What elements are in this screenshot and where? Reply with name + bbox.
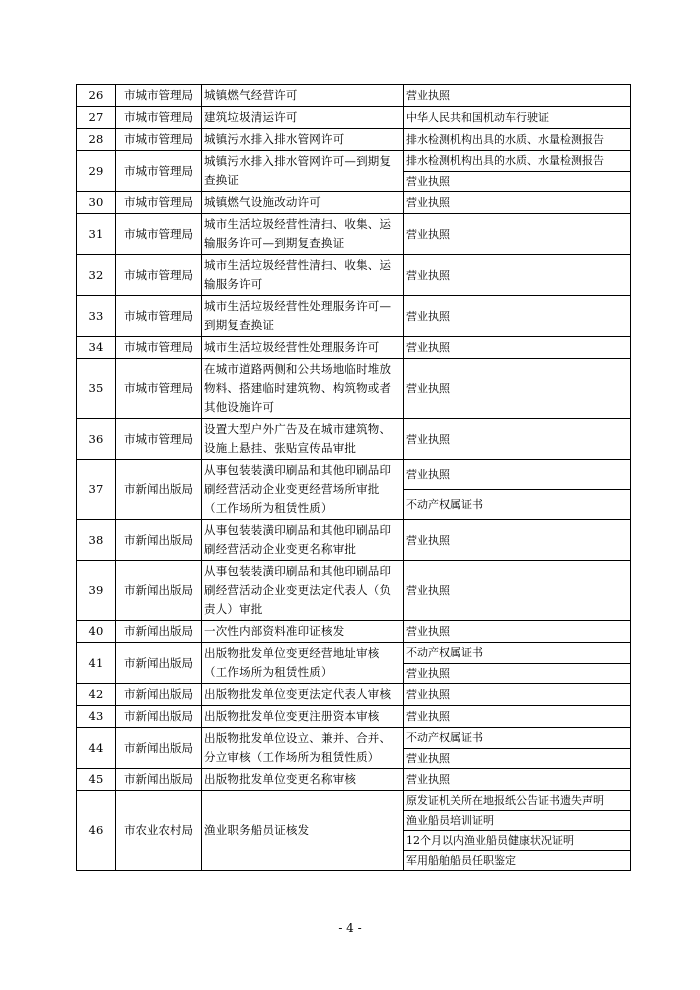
row-number: 35 — [77, 359, 116, 419]
department-cell: 市农业农村局 — [116, 791, 202, 871]
row-number: 34 — [77, 337, 116, 359]
row-number: 44 — [77, 728, 116, 769]
department-cell: 市城市管理局 — [116, 296, 202, 337]
material-cell: 营业执照 — [404, 337, 631, 359]
table-row — [77, 791, 631, 811]
table-row — [77, 419, 631, 460]
department-cell: 市城市管理局 — [116, 151, 202, 192]
department-cell: 市新闻出版局 — [116, 643, 202, 684]
matter-name-cell: 城市生活垃圾经营性处理服务许可—到期复查换证 — [202, 296, 404, 337]
row-number: 40 — [77, 621, 116, 643]
matter-name-cell: 城镇污水排入排水管网许可—到期复查换证 — [202, 151, 404, 192]
table-row — [77, 769, 631, 791]
department-cell: 市新闻出版局 — [116, 706, 202, 728]
department-cell: 市新闻出版局 — [116, 520, 202, 561]
row-number: 42 — [77, 684, 116, 706]
department-cell: 市新闻出版局 — [116, 769, 202, 791]
row-number: 33 — [77, 296, 116, 337]
department-cell: 市新闻出版局 — [116, 561, 202, 621]
table-row — [77, 296, 631, 337]
material-cell: 营业执照 — [404, 748, 631, 769]
row-number: 26 — [77, 85, 116, 107]
material-cell: 营业执照 — [404, 460, 631, 490]
material-cell: 营业执照 — [404, 419, 631, 460]
row-number: 29 — [77, 151, 116, 192]
matter-name-cell: 从事包装装潢印刷品和其他印刷品印刷经营活动企业变更名称审批 — [202, 520, 404, 561]
material-cell: 营业执照 — [404, 621, 631, 643]
matter-name-cell: 设置大型户外广告及在城市建筑物、设施上悬挂、张贴宣传品审批 — [202, 419, 404, 460]
matter-name-cell: 出版物批发单位变更经营地址审核（工作场所为租赁性质） — [202, 643, 404, 684]
department-cell: 市新闻出版局 — [116, 621, 202, 643]
table-row — [77, 359, 631, 419]
table-row — [77, 706, 631, 728]
table-row — [77, 621, 631, 643]
material-cell: 不动产权属证书 — [404, 728, 631, 749]
material-cell: 营业执照 — [404, 769, 631, 791]
row-number: 45 — [77, 769, 116, 791]
material-cell: 营业执照 — [404, 561, 631, 621]
department-cell: 市城市管理局 — [116, 419, 202, 460]
table-row — [77, 728, 631, 749]
department-cell: 市新闻出版局 — [116, 728, 202, 769]
material-cell: 营业执照 — [404, 192, 631, 214]
matter-name-cell: 从事包装装潢印刷品和其他印刷品印刷经营活动企业变更法定代表人（负责人）审批 — [202, 561, 404, 621]
material-cell: 营业执照 — [404, 520, 631, 561]
table-row — [77, 214, 631, 255]
department-cell: 市城市管理局 — [116, 85, 202, 107]
department-cell: 市新闻出版局 — [116, 684, 202, 706]
row-number: 32 — [77, 255, 116, 296]
material-cell: 营业执照 — [404, 359, 631, 419]
matter-name-cell: 城镇燃气经营许可 — [202, 85, 404, 107]
table-row — [77, 337, 631, 359]
row-number: 38 — [77, 520, 116, 561]
table-row — [77, 129, 631, 151]
matter-name-cell: 从事包装装潢印刷品和其他印刷品印刷经营活动企业变更经营场所审批（工作场所为租赁性质） — [202, 460, 404, 520]
row-number: 31 — [77, 214, 116, 255]
table-body — [77, 85, 631, 871]
table-row — [77, 561, 631, 621]
row-number: 30 — [77, 192, 116, 214]
matter-name-cell: 城镇燃气设施改动许可 — [202, 192, 404, 214]
material-cell: 渔业船员培训证明 — [404, 811, 631, 831]
table-row — [77, 192, 631, 214]
row-number: 39 — [77, 561, 116, 621]
table-row — [77, 255, 631, 296]
material-cell: 营业执照 — [404, 255, 631, 296]
table-row — [77, 107, 631, 129]
matter-name-cell: 城市生活垃圾经营性清扫、收集、运输服务许可 — [202, 255, 404, 296]
table-row — [77, 684, 631, 706]
material-cell: 原发证机关所在地报纸公告证书遗失声明 — [404, 791, 631, 811]
table-row — [77, 85, 631, 107]
matter-name-cell: 城市生活垃圾经营性清扫、收集、运输服务许可—到期复查换证 — [202, 214, 404, 255]
row-number: 46 — [77, 791, 116, 871]
row-number: 28 — [77, 129, 116, 151]
table-row — [77, 460, 631, 490]
department-cell: 市新闻出版局 — [116, 460, 202, 520]
matter-name-cell: 一次性内部资料准印证核发 — [202, 621, 404, 643]
material-cell: 军用船舶船员任职鉴定 — [404, 851, 631, 871]
matter-name-cell: 在城市道路两侧和公共场地临时堆放物料、搭建临时建筑物、构筑物或者其他设施许可 — [202, 359, 404, 419]
row-number: 41 — [77, 643, 116, 684]
material-cell: 营业执照 — [404, 296, 631, 337]
page-number: - 4 - — [338, 921, 362, 935]
table-row — [77, 520, 631, 561]
table-row — [77, 643, 631, 664]
material-cell: 中华人民共和国机动车行驶证 — [404, 107, 631, 129]
row-number: 37 — [77, 460, 116, 520]
row-number: 27 — [77, 107, 116, 129]
matter-name-cell: 城镇污水排入排水管网许可 — [202, 129, 404, 151]
material-cell: 不动产权属证书 — [404, 643, 631, 664]
material-cell: 营业执照 — [404, 85, 631, 107]
department-cell: 市城市管理局 — [116, 129, 202, 151]
material-cell: 营业执照 — [404, 663, 631, 684]
matter-name-cell: 出版物批发单位变更名称审核 — [202, 769, 404, 791]
row-number: 43 — [77, 706, 116, 728]
material-cell: 营业执照 — [404, 214, 631, 255]
material-cell: 不动产权属证书 — [404, 490, 631, 520]
matter-name-cell: 建筑垃圾清运许可 — [202, 107, 404, 129]
material-cell: 排水检测机构出具的水质、水量检测报告 — [404, 129, 631, 151]
row-number: 36 — [77, 419, 116, 460]
department-cell: 市城市管理局 — [116, 192, 202, 214]
material-cell: 营业执照 — [404, 171, 631, 192]
department-cell: 市城市管理局 — [116, 214, 202, 255]
matter-name-cell: 渔业职务船员证核发 — [202, 791, 404, 871]
matters-table — [76, 84, 631, 871]
matter-name-cell: 出版物批发单位变更注册资本审核 — [202, 706, 404, 728]
department-cell: 市城市管理局 — [116, 107, 202, 129]
material-cell: 12个月以内渔业船员健康状况证明 — [404, 831, 631, 851]
table-row — [77, 151, 631, 172]
department-cell: 市城市管理局 — [116, 359, 202, 419]
matter-name-cell: 出版物批发单位设立、兼并、合并、分立审核（工作场所为租赁性质） — [202, 728, 404, 769]
material-cell: 排水检测机构出具的水质、水量检测报告 — [404, 151, 631, 172]
department-cell: 市城市管理局 — [116, 337, 202, 359]
material-cell: 营业执照 — [404, 684, 631, 706]
material-cell: 营业执照 — [404, 706, 631, 728]
matter-name-cell: 出版物批发单位变更法定代表人审核 — [202, 684, 404, 706]
matter-name-cell: 城市生活垃圾经营性处理服务许可 — [202, 337, 404, 359]
department-cell: 市城市管理局 — [116, 255, 202, 296]
